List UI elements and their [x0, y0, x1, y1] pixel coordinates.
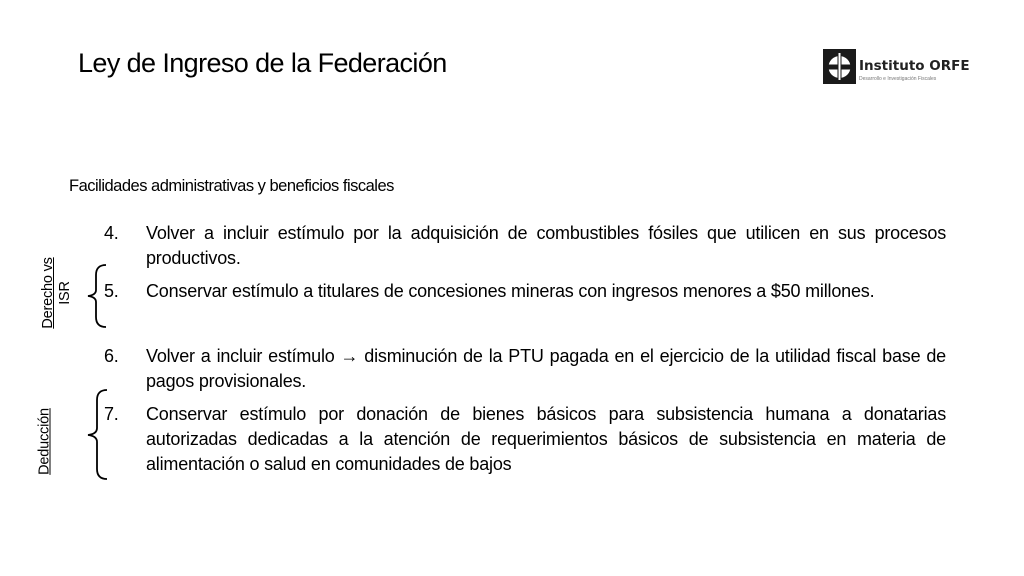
section-subtitle: Facilidades administrativas y beneficios fiscales — [69, 177, 394, 195]
group-label-line: Deducción — [36, 408, 53, 475]
item-text: Volver a incluir estímulo por la adquisición de combustibles fósiles que utilicen en sus procesos productivos. — [146, 223, 946, 268]
orfe-logo-icon — [823, 49, 856, 84]
item-text: Volver a incluir estímulo → disminución de la PTU pagada en el ejercicio de la utilidad fiscal base de pagos provisionales. — [146, 346, 946, 391]
group-label-derecho-isr — [40, 253, 74, 333]
item-number: 6. — [104, 346, 119, 366]
page-title: Ley de Ingreso de la Federación — [78, 48, 447, 78]
item-number: 5. — [104, 281, 119, 301]
item-number: 7. — [104, 404, 119, 424]
institute-logo — [823, 49, 998, 86]
item-number: 4. — [104, 223, 119, 243]
item-text: Conservar estímulo por donación de bienes básicos para subsistencia humana a donatarias autorizadas dedicadas a la atención de requerimientos básicos de subsistencia en materia de alimentación o salud en comunidades de bajos — [146, 404, 946, 474]
item-text: Conservar estímulo a titulares de concesiones mineras con ingresos menores a $50 millones. — [146, 281, 875, 301]
group-label-deduccion — [37, 402, 54, 482]
group-label-line: ISR — [57, 281, 73, 305]
group-label-line: Derecho vs — [40, 257, 56, 329]
logo-name: Instituto ORFE — [859, 58, 970, 74]
logo-tagline: Desarrollo e Investigación Fiscales — [859, 76, 937, 82]
